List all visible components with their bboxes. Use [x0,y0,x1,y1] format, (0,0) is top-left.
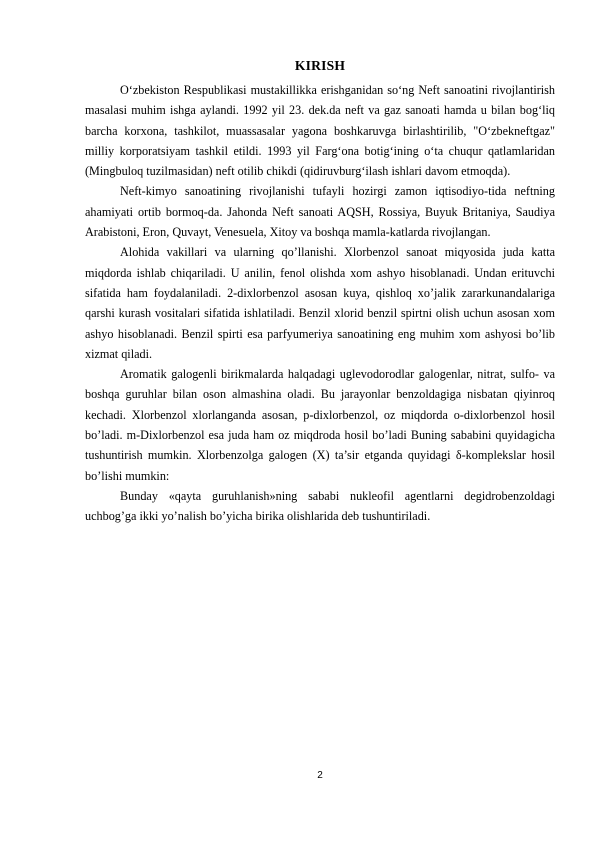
page-number: 2 [317,770,323,781]
paragraph-petrochemistry: Neft-kimyo sanoatining rivojlanishi tufayli hozirgi zamon iqtisodiyo-tida neftning ahamiyati ortib bormoq-da. Jahonda Neft sanoati AQSH, Rossiya, Buyuk Britaniya, Saudiya Arabistoni, Eron, Quvayt, Venesuela, Xitoy va boshqa mamla-katlarda rivojlangan. [85,184,555,240]
paragraph-chlorobenzene-uses: Alohida vakillari va ularning qo’llanishi. Xlorbenzol sanoat miqyosida juda katta miqdorda ishlab chiqariladi. U anilin, fenol olishda xom ashyo hisoblanadi. Undan erituvchi sifatida ham foydalaniladi. 2-dixlorbenzol asosan kuya, qishloq xo’jalik zararkunandalariga qarshi kurash vositalari sifatida ishlatiladi. Benzil xlorid benzil spirtni olish uchun asosan xom ashyo hisoblanadi. Benzil spirti esa parfyumeriya sanoatining eng muhim xom ashyosi bo’lib xizmat qiladi. [85,245,555,361]
paragraph-independence: O‘zbekiston Respublikasi mustakillikka erishganidan so‘ng Neft sanoatini rivojlantirish masalasi muhim ishga aylandi. 1992 yil 23. dek.da neft va gaz sanoati hamda u bilan bog‘liq barcha korxona, tashkilot, muassasalar yagona boshkaruvga birlashtirilib, "O‘zbekneftgaz" milliy korporatsiyam tashkil etildi. 1993 yil Farg‘ona botig‘ining o‘ta chuqur qatlamlaridan (Mingbuloq tuzilmasidan) neft otilib chikdi (qidiruvburg‘ilash ishlari davom etmoqda). [85,83,555,179]
paragraph-aromatic-halogens: Aromatik galogenli birikmalarda halqadagi uglevodorodlar galogenlar, nitrat, sulfo- va boshqa guruhlar bilan oson almashina oladi. Bu jarayonlar benzoldagiga nisbatan qiyinroq kechadi. Xlorbenzol xlorlanganda asosan, p-dixlorbenzol, oz miqdorda o-dixlorbenzol hosil bo’ladi. m-Dixlorbenzol esa juda ham oz miqdroda hosil bo’ladi Buning sababini quyidagicha tushuntirish mumkin. Xlorbenzolga galogen (X) ta’sir etganda quyidagi δ-komplekslar hosil bo’lishi mumkin: [85,367,555,483]
document-body [85,80,555,527]
paragraph-rearrangement: Bunday «qayta guruhlanish»ning sababi nukleofil agentlarni degidrobenzoldagi uchbog’ga ikki yo’nalish bo’yicha birika olishlarida deb tushuntiriladi. [85,488,555,524]
page-title: KIRISH [294,58,346,73]
